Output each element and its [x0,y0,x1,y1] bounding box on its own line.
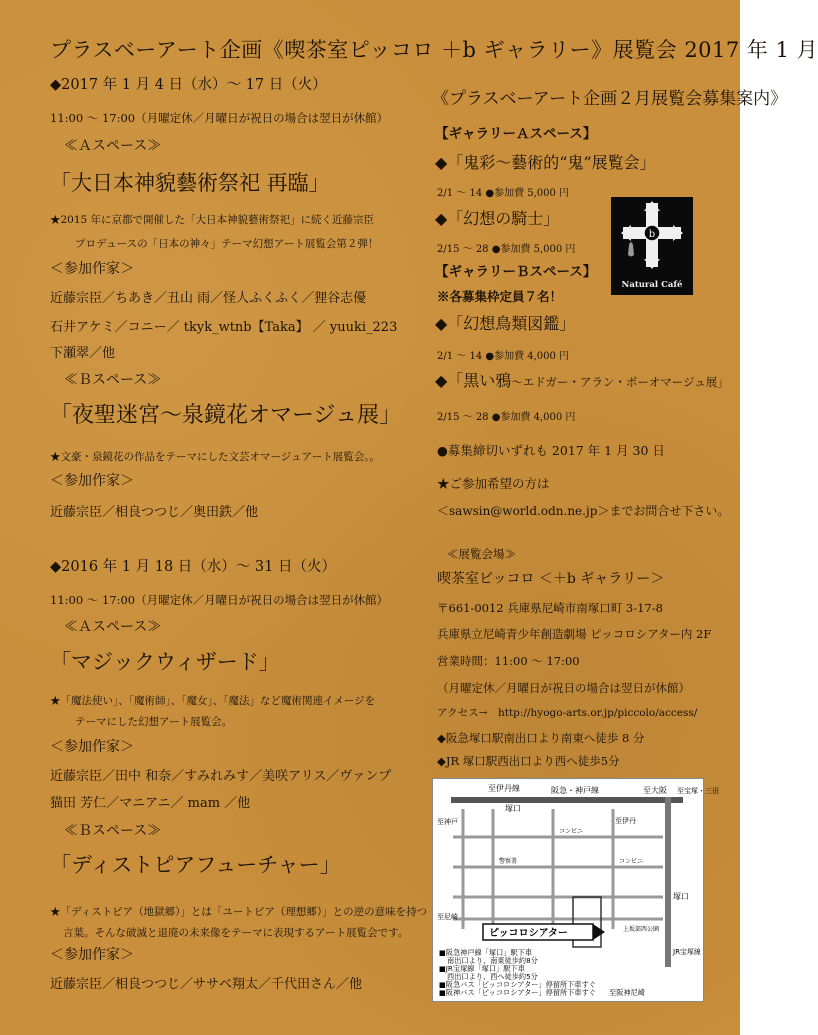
venue-label: ≪展覧会場≫ [447,547,516,561]
exhibition-3-fee: 2/1 ～ 14 ●参加費 4,000 円 [437,351,570,362]
jr-railway [665,797,671,967]
map-label-shop1: コンビニ [559,828,584,835]
exhibition-1: ◆「鬼彩～藝術的“鬼”展覧会」 [435,153,656,172]
map-label-itami: 至伊丹 [615,817,636,825]
map-label-amagasaki: 至尼崎 [437,913,458,921]
period1-spaceA-artists3: 下瀬翠／他 [50,346,116,361]
venue-hours: 営業時間：11:00 ～ 17:00 [437,654,580,668]
map-label-osaka: 至大阪 [643,786,667,795]
deadline: ●募集締切いずれも 2017 年 1 月 30 日 [437,443,665,458]
map-label-piccolo: ピッコロシアター [489,928,568,939]
period1-spaceB-title: 「夜聖迷宮～泉鏡花オマージュ展」 [50,403,402,428]
map-label-itami-line: 至伊丹線 [488,784,520,793]
recruit-heading: 《プラスベーアート企画２月展覧会募集案内》 [432,89,788,109]
period2-spaceA-label: ≪Ａスペース≫ [64,619,162,635]
period2-spaceA-note2: テーマにした幻想アート展覧会。 [75,716,233,728]
period1-spaceA-title: 「大日本神貌藝術祭祀 再臨」 [50,171,330,195]
period2-spaceA-artists1: 近藤宗臣／田中 和奈／すみれみす／美咲アリス／ヴァンプ [50,769,392,784]
map-info4: ■阪神バス「ピッコロシアター」停留所下車すぐ [439,988,596,997]
period2-spaceB-title: 「ディストピアフューチャー」 [50,853,341,877]
period2-spaceB-artists1: 近藤宗臣／相良つつじ／ササベ翔太／千代田さん／他 [50,977,363,992]
period1-spaceA-artists2: 石井アケミ／コニー／ tkyk_wtnb【Taka】 ／ yuuki_223 [50,320,398,335]
period1-hours: 11:00 ～ 17:00（月曜定休／月曜日が祝日の場合は翌日が休館） [50,111,389,125]
flyer-title: プラスベーアート企画《喫茶室ピッコロ ＋b ギャラリー》展覧会 2017 年 1 月 [50,38,818,62]
exhibition-2-fee: 2/15 ～ 28 ●参加費 5,000 円 [437,244,576,255]
exhibition-4-title: ◆「黒い鴉 [435,371,512,390]
period1-spaceB-artists-label: ＜参加作家＞ [50,473,134,489]
contact-line1: ★ご参加希望の方は [437,476,550,491]
map-label-park: 上坂部西公園 [623,926,660,933]
exhibition-1-fee: 2/1 ～ 14 ●参加費 5,000 円 [437,188,570,199]
venue-route2: ◆JR 塚口駅西出口より西へ徒歩5分 [437,754,620,768]
period2-spaceA-artists-label: ＜参加作家＞ [50,739,134,755]
period2-spaceA-note1: ★「魔法使い」、「魔術師」、「魔女」、「魔法」など魔術関連イメージを [50,695,376,707]
map-label-police: 警察署 [499,858,518,865]
exhibition-4 [435,373,729,389]
venue-access-link[interactable]: アクセス→ http://hyogo-arts.or.jp/piccolo/access/ [437,707,698,719]
exhibition-3: ◆「幻想鳥類図鑑」 [435,314,576,333]
venue-address1: 〒661-0012 兵庫県尼崎市南塚口町 3-17-8 [437,601,663,615]
logo-letter: b [648,229,656,240]
period2-hours: 11:00 ～ 17:00（月曜定休／月曜日が祝日の場合は翌日が休館） [50,593,389,607]
map-label-kobe: 至神戸 [437,818,458,826]
gallery-b-label: 【ギャラリーＢスペース】 [435,264,597,280]
venue-name: 喫茶室ピッコロ ＜＋b ギャラリー＞ [437,571,665,587]
map-label-jr-tsukaguchi: 塚口 [673,892,689,901]
period2-dates: ◆2016 年 1 月 18 日（水）～ 31 日（火） [50,559,336,575]
period1-spaceA-note1: ★2015 年に京都で開催した「大日本神貌藝術祭祀」に続く近藤宗臣 [50,214,375,226]
exhibition-4-subtitle: ～エドガー・アラン・ポーオマージュ展」 [511,375,729,389]
period2-spaceB-note1: ★「ディストピア（地獄郷）」とは「ユートピア（理想郷）」との逆の意味を持つ [50,906,428,918]
hankyu-railway [451,797,683,803]
map-label-shop2: コンビニ [619,858,644,865]
map-info1b: 南出口より、南東徒歩約8分 [447,956,538,965]
map-label-tsukaguchi: 塚口 [505,804,521,813]
map-label-jr-line: JR宝塚線 [673,948,701,956]
period1-spaceB-artists1: 近藤宗臣／相良つつじ／奥田鉄／他 [50,505,259,520]
period1-spaceA-label: ≪Ａスペース≫ [64,138,162,154]
gallery-a-label: 【ギャラリーＡスペース】 [435,126,597,142]
street-map [433,779,719,1001]
access-map [432,778,719,1002]
map-label-amagasaki-stop: 至阪神尼崎 [609,988,645,997]
roads [453,809,663,929]
contact-line2: ＜sawsin@world.odn.ne.jp＞までお問合せ下さい。 [437,504,730,518]
period2-spaceA-title: 「マジックウィザード」 [50,650,280,674]
period1-spaceA-note2: プロデュースの「日本の神々」テーマ幻想アート展覧会第２弾！ [75,238,379,250]
map-label-takarazuka: 至宝塚・三田 [677,787,719,795]
natural-cafe-logo [611,197,693,295]
logo-text: Natural Café [621,280,683,290]
map-label-hankyu: 阪急・神戸線 [551,786,599,795]
map-info2: ■JR宝塚線「塚口」駅下車 [439,964,525,973]
capacity-note: ※各募集枠定員７名！ [437,289,563,304]
venue-route1: ◆阪急塚口駅南出口より南東へ徒歩 8 分 [437,731,645,745]
period2-spaceB-label: ≪Ｂスペース≫ [64,823,162,839]
map-info1: ■阪急神戸線「塚口」駅下車 [439,948,533,957]
exhibition-4-fee: 2/15 ～ 28 ●参加費 4,000 円 [437,412,576,423]
period1-dates: ◆2017 年 1 月 4 日（水）～ 17 日（火） [50,77,327,93]
period1-spaceB-note1: ★文豪・泉鏡花の作品をテーマにした文芸オマージュアート展覧会。。 [50,451,381,463]
map-info2b: 西出口より、西へ徒歩約5分 [447,972,538,981]
cross-emblem-icon [611,197,693,295]
period2-spaceB-note2: 言葉。そんな破滅と退廃の未来像をテーマに表現するアート展覧会です。 [63,927,409,939]
venue-closed: （月曜定休／月曜日が祝日の場合は翌日が休館） [437,681,690,695]
map-info3: ■阪急バス「ピッコロシアター」停留所下車すぐ [439,980,596,989]
period1-spaceA-artists-label: ＜参加作家＞ [50,261,134,277]
period1-spaceA-artists1: 近藤宗臣／ちあき／丑山 雨／怪人ふくふく／狸谷志優 [50,291,367,306]
exhibition-2: ◆「幻想の騎士」 [435,209,560,228]
venue-address2: 兵庫県立尼崎青少年創造劇場 ピッコロシアター内 2F [437,627,712,641]
period1-spaceB-label: ≪Ｂスペース≫ [64,372,162,388]
period2-spaceA-artists2: 猫田 芳仁／マニアニ／ mam ／他 [50,796,251,811]
period2-spaceB-artists-label: ＜参加作家＞ [50,947,134,963]
